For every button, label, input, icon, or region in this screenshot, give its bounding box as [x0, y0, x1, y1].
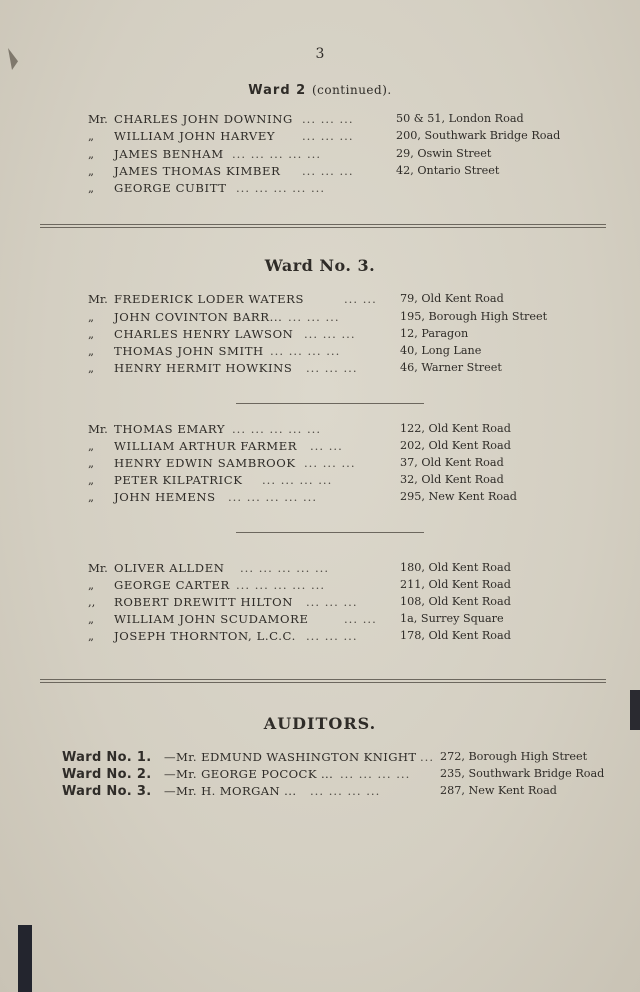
honorific: „ — [88, 473, 95, 487]
auditors-heading: AUDITORS. — [263, 714, 377, 733]
leader-dots: ... ... ... — [304, 327, 356, 341]
member-name: JOHN HEMENS — [114, 490, 216, 504]
honorific: Mr. — [88, 422, 108, 436]
member-row — [0, 327, 640, 344]
member-row — [0, 456, 640, 473]
member-name: WILLIAM JOHN SCUDAMORE — [114, 612, 309, 626]
honorific: Mr. — [88, 561, 108, 575]
member-name: HENRY EDWIN SAMBROOK — [114, 456, 296, 470]
leader-dots: ... — [420, 750, 435, 764]
member-row — [0, 147, 640, 164]
leader-dots: ... ... ... — [302, 112, 354, 126]
ward-3-heading: Ward No. 3. — [264, 256, 376, 275]
section-divider — [40, 679, 606, 683]
honorific: „ — [88, 361, 95, 375]
member-row — [0, 112, 640, 129]
section-divider — [40, 224, 606, 228]
member-address: 295, New Kent Road — [400, 490, 517, 503]
member-address: 12, Paragon — [400, 327, 469, 340]
member-address: 108, Old Kent Road — [400, 595, 511, 608]
auditor-row — [0, 784, 640, 801]
group-divider — [236, 403, 424, 404]
honorific: „ — [88, 164, 95, 178]
member-row — [0, 361, 640, 378]
honorific: „ — [88, 181, 95, 195]
page-number: 3 — [315, 46, 325, 62]
honorific: „ — [88, 629, 95, 643]
member-name: ROBERT DREWITT HILTON — [114, 595, 293, 609]
member-row — [0, 629, 640, 646]
member-address: 32, Old Kent Road — [400, 473, 504, 486]
leader-dots: ... ... ... ... ... — [228, 490, 318, 504]
leader-dots: ... ... ... ... ... — [240, 561, 330, 575]
honorific: „ — [88, 344, 95, 358]
leader-dots: ... ... ... — [306, 629, 358, 643]
member-name: JOHN COVINTON BARR... — [114, 310, 283, 324]
member-address: 46, Warner Street — [400, 361, 502, 374]
member-address: 178, Old Kent Road — [400, 629, 511, 642]
auditor-row — [0, 750, 640, 767]
member-address: 40, Long Lane — [400, 344, 482, 357]
member-name: THOMAS JOHN SMITH — [114, 344, 264, 358]
member-name: CHARLES HENRY LAWSON — [114, 327, 294, 341]
member-address: 195, Borough High Street — [400, 310, 548, 323]
member-address: 122, Old Kent Road — [400, 422, 511, 435]
continued-label: (continued). — [311, 83, 392, 97]
group-divider — [236, 532, 424, 533]
leader-dots: ... ... ... ... — [340, 767, 411, 781]
member-row — [0, 181, 640, 198]
auditor-name: —Mr. EDMUND WASHINGTON KNIGHT — [164, 750, 417, 764]
auditor-address: 287, New Kent Road — [440, 784, 557, 797]
auditor-name: —Mr. H. MORGAN ... — [164, 784, 297, 798]
leader-dots: ... ... — [344, 292, 377, 306]
member-row — [0, 164, 640, 181]
leader-dots: ... ... ... ... — [310, 784, 381, 798]
honorific: „ — [88, 310, 95, 324]
ward-2-title: Ward 2 — [248, 83, 307, 98]
auditor-ward: Ward No. 1. — [62, 750, 152, 765]
ward-2-heading — [0, 80, 640, 98]
member-row — [0, 439, 640, 456]
member-name: OLIVER ALLDEN — [114, 561, 225, 575]
member-row — [0, 595, 640, 612]
member-address: 200, Southwark Bridge Road — [396, 129, 561, 142]
honorific: „ — [88, 327, 95, 341]
leader-dots: ... ... ... — [306, 361, 358, 375]
member-name: JAMES THOMAS KIMBER — [114, 164, 281, 178]
leader-dots: ... ... ... ... — [262, 473, 333, 487]
member-name: FREDERICK LODER WATERS — [114, 292, 305, 306]
leader-dots: ... ... ... — [304, 456, 356, 470]
leader-dots: ... ... ... — [302, 164, 354, 178]
auditor-ward: Ward No. 2. — [62, 767, 152, 782]
honorific: „ — [88, 612, 95, 626]
member-address: 202, Old Kent Road — [400, 439, 511, 452]
member-name: WILLIAM ARTHUR FARMER — [114, 439, 298, 453]
honorific: „ — [88, 147, 95, 161]
leader-dots: ... ... ... ... — [270, 344, 341, 358]
member-address: 211, Old Kent Road — [400, 578, 511, 591]
leader-dots: ... ... ... ... ... — [236, 578, 326, 592]
member-row — [0, 129, 640, 146]
honorific: „ — [88, 578, 95, 592]
leader-dots: ... ... ... — [288, 310, 340, 324]
member-name: PETER KILPATRICK — [114, 473, 243, 487]
member-row — [0, 578, 640, 595]
member-address: 42, Ontario Street — [396, 164, 500, 177]
leader-dots: ... ... ... ... ... — [232, 422, 322, 436]
member-name: GEORGE CUBITT — [114, 181, 227, 195]
auditor-address: 235, Southwark Bridge Road — [440, 767, 605, 780]
honorific: Mr. — [88, 292, 108, 306]
member-name: JAMES BENHAM — [114, 147, 224, 161]
member-name: HENRY HERMIT HOWKINS — [114, 361, 293, 375]
member-address: 79, Old Kent Road — [400, 292, 504, 305]
member-address: 29, Oswin Street — [396, 147, 492, 160]
member-name: GEORGE CARTER — [114, 578, 230, 592]
leader-dots: ... ... — [310, 439, 343, 453]
honorific: „ — [88, 490, 95, 504]
member-row — [0, 422, 640, 439]
auditor-ward: Ward No. 3. — [62, 784, 152, 799]
leader-dots: ... ... ... — [302, 129, 354, 143]
honorific: „ — [88, 129, 95, 143]
leader-dots: ... ... — [344, 612, 377, 626]
member-name: JOSEPH THORNTON, L.C.C. — [114, 629, 296, 643]
binding-mark — [18, 925, 32, 992]
honorific: „ — [88, 456, 95, 470]
honorific: Mr. — [88, 112, 108, 126]
honorific: „ — [88, 439, 95, 453]
auditor-name: —Mr. GEORGE POCOCK ... — [164, 767, 334, 781]
member-row — [0, 292, 640, 309]
member-row — [0, 473, 640, 490]
leader-dots: ... ... ... ... ... — [232, 147, 322, 161]
member-name: CHARLES JOHN DOWNING — [114, 112, 293, 126]
member-row — [0, 344, 640, 361]
auditor-address: 272, Borough High Street — [440, 750, 588, 763]
member-address: 1a, Surrey Square — [400, 612, 504, 625]
honorific: ,, — [88, 595, 96, 609]
member-row — [0, 490, 640, 507]
member-name: WILLIAM JOHN HARVEY — [114, 129, 276, 143]
leader-dots: ... ... ... ... ... — [236, 181, 326, 195]
member-row — [0, 310, 640, 327]
member-address: 50 & 51, London Road — [396, 112, 524, 125]
member-address: 180, Old Kent Road — [400, 561, 511, 574]
member-row — [0, 612, 640, 629]
member-row — [0, 561, 640, 578]
member-address: 37, Old Kent Road — [400, 456, 504, 469]
member-name: THOMAS EMARY — [114, 422, 226, 436]
auditor-row — [0, 767, 640, 784]
leader-dots: ... ... ... — [306, 595, 358, 609]
